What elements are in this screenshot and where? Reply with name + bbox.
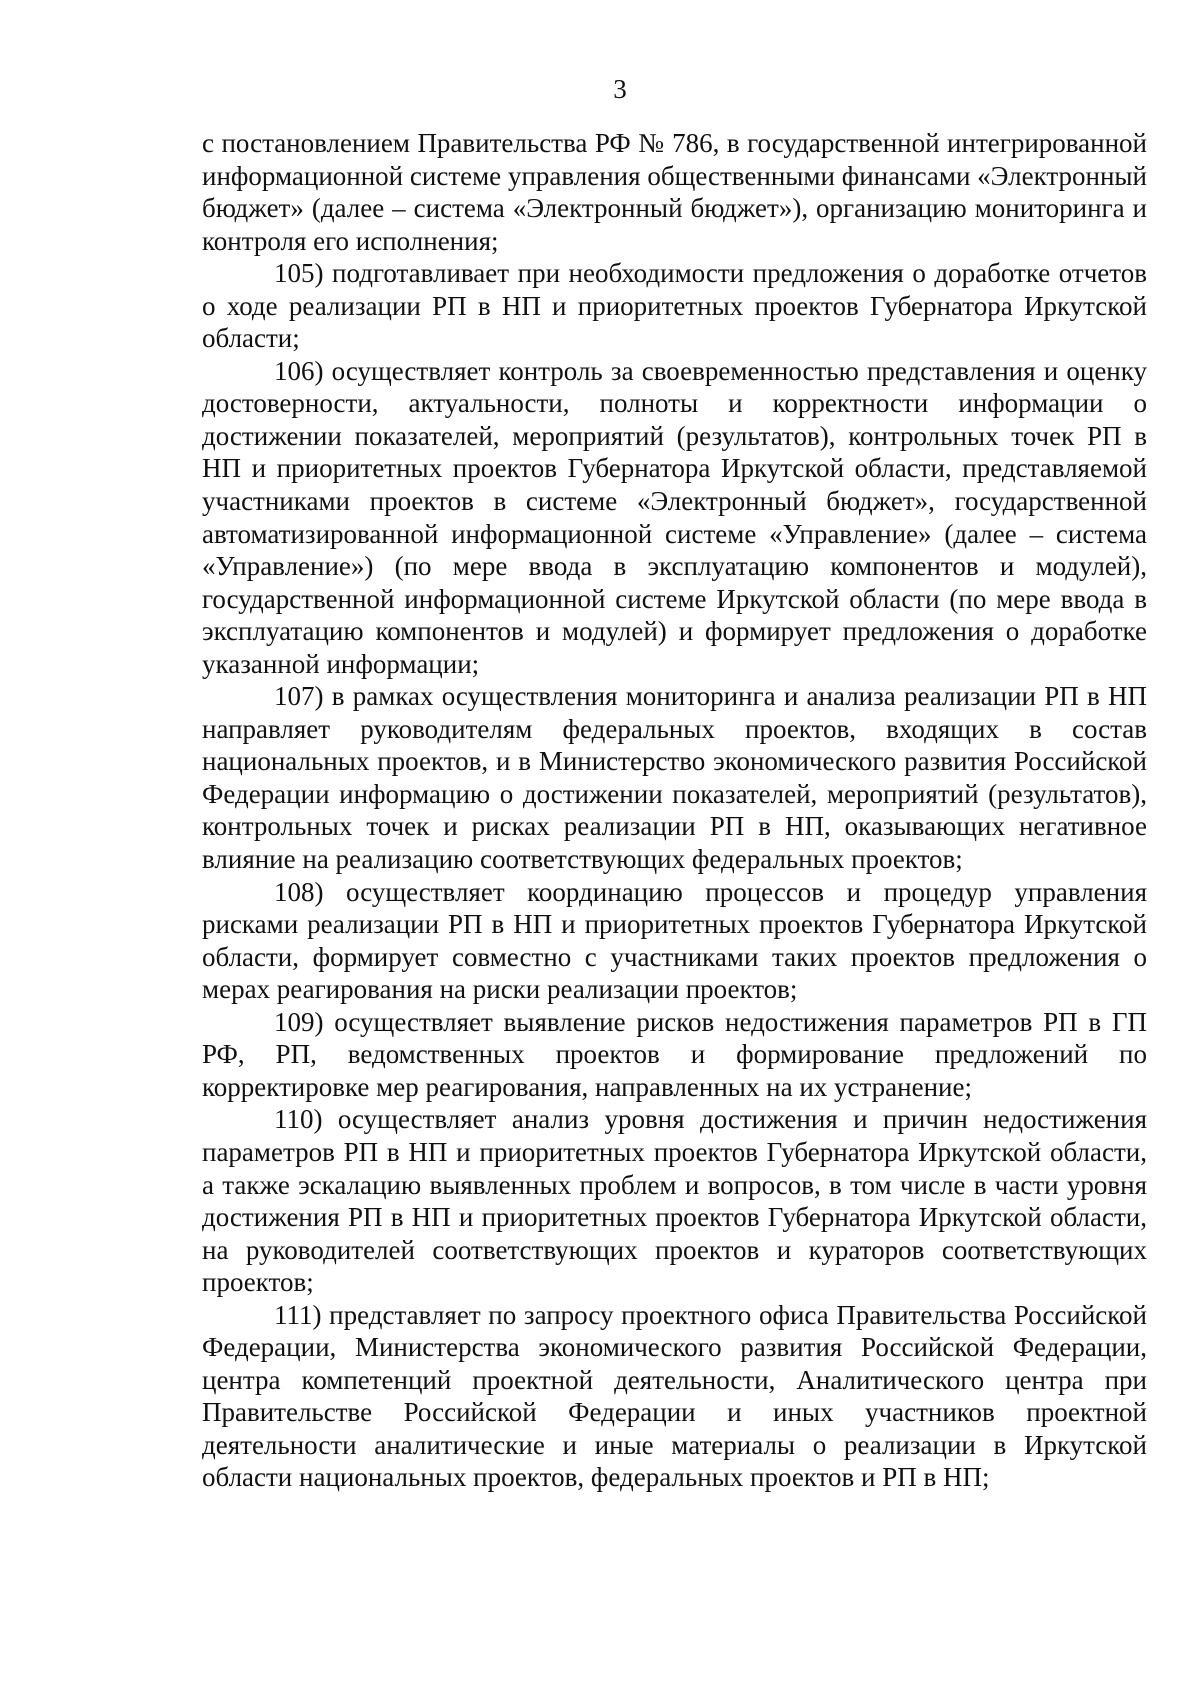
page-number: 3: [613, 74, 627, 104]
paragraph-105: 105) подготавливает при необходимости предложения о доработке отчетов о ходе реализации РП в НП и приоритетных проектов Губернатора Иркутской области;: [202, 258, 1147, 354]
paragraph-continuation: с постановлением Правительства РФ № 786, в государственной интегрированной информационной системе управления общественными финансами «Электронный бюджет» (далее – система «Электронный бюджет»), организацию мониторинга и контроля его исполнения;: [202, 128, 1147, 256]
paragraph-106: 106) осуществляет контроль за своевременностью представления и оценку достоверности, актуальности, полноты и корректности информации о достижении показателей, мероприятий (результатов), контрольных точек РП в НП и приоритетных проектов Губернатора Иркутской области, представляемой участниками проектов в системе «Электронный бюджет», государственной автоматизированной информационной системе «Управление» (далее – система «Управление») (по мере ввода в эксплуатацию компонентов и модулей), государственной информационной системе Иркутской области (по мере ввода в эксплуатацию компонентов и модулей) и формирует предложения о доработке указанной информации;: [202, 355, 1147, 679]
paragraph-111: 111) представляет по запросу проектного офиса Правительства Российской Федерации, Министерства экономического развития Российской Федерации, центра компетенций проектной деятельности, Аналитического центра при Правительстве Российской Федерации и иных участников проектной деятельности аналитические и иные материалы о реализации в Иркутской области национальных проектов, федеральных проектов и РП в НП;: [202, 1299, 1147, 1493]
paragraph-108: 108) осуществляет координацию процессов и процедур управления рисками реализации РП в НП и приоритетных проектов Губернатора Иркутской области, формирует совместно с участниками таких проектов предложения о мерах реагирования на риски реализации проектов;: [202, 876, 1147, 1005]
paragraph-110: 110) осуществляет анализ уровня достижения и причин недостижения параметров РП в НП и приоритетных проектов Губернатора Иркутской области, а также эскалацию выявленных проблем и вопросов, в том числе в части уровня достижения РП в НП и приоритетных проектов Губернатора Иркутской области, на руководителей соответствующих проектов и кураторов соответствующих проектов;: [202, 1104, 1147, 1298]
paragraph-109: 109) осуществляет выявление рисков недостижения параметров РП в ГП РФ, РП, ведомственных проектов и формирование предложений по корректировке мер реагирования, направленных на их устранение;: [202, 1006, 1147, 1102]
paragraph-107: 107) в рамках осуществления мониторинга и анализа реализации РП в НП направляет руководителям федеральных проектов, входящих в состав национальных проектов, и в Министерство экономического развития Российской Федерации информацию о достижении показателей, мероприятий (результатов), контрольных точек и рисках реализации РП в НП, оказывающих негативное влияние на реализацию соответствующих федеральных проектов;: [202, 681, 1147, 875]
document-body: [202, 127, 1147, 1494]
